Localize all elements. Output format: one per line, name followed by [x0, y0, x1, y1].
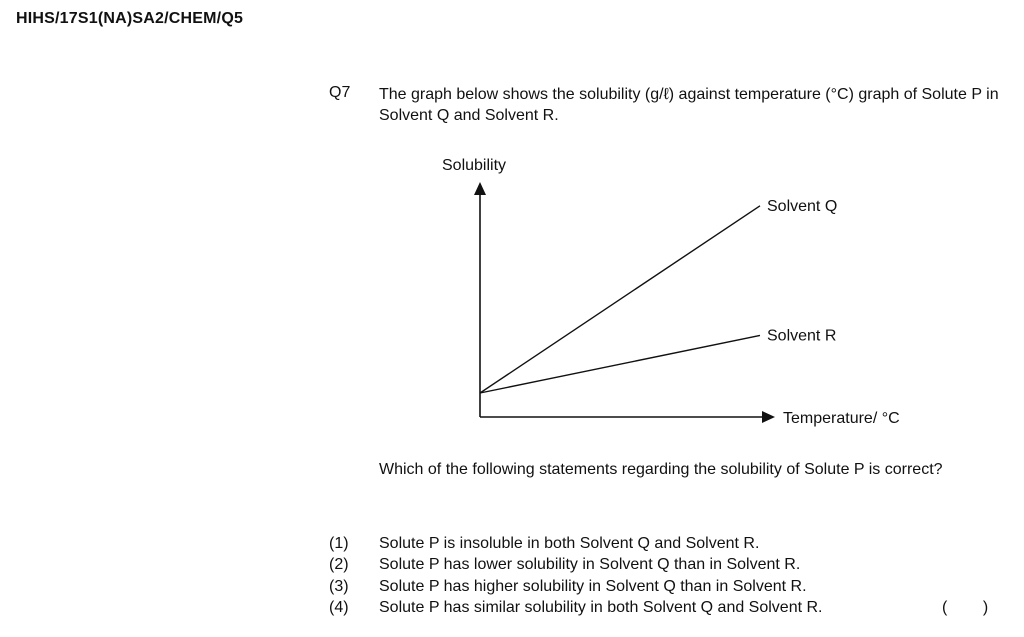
- answer-options: [329, 533, 1019, 618]
- series-line-solvent-q: [480, 206, 760, 393]
- y-axis-label: Solubility: [442, 157, 507, 174]
- option-number: (1): [329, 535, 349, 552]
- answer-bracket[interactable]: ( ): [942, 599, 989, 616]
- y-axis-arrowhead: [474, 182, 486, 195]
- option-4[interactable]: [329, 597, 1019, 618]
- question-number: Q7: [329, 84, 351, 101]
- option-2[interactable]: [329, 554, 1019, 575]
- option-number: (4): [329, 598, 349, 616]
- option-number: (2): [329, 556, 349, 574]
- solubility-chart-svg: [420, 150, 950, 440]
- question-prompt: Which of the following statements regarding the solubility of Solute P is correct?: [379, 461, 943, 478]
- option-text: Solute P has higher solubility in Solvent Q than in Solvent R.: [379, 577, 807, 595]
- x-axis-arrowhead: [762, 411, 775, 423]
- x-axis-label: Temperature/ °C: [783, 410, 900, 427]
- option-3[interactable]: [329, 576, 1019, 597]
- option-text: Solute P is insoluble in both Solvent Q and Solvent R.: [379, 535, 760, 552]
- option-1[interactable]: [329, 533, 1019, 554]
- solubility-graph: [420, 150, 950, 440]
- question-intro: The graph below shows the solubility (g/ℓ) against temperature (°C) graph of Solute P in Solvent Q and Solvent R.: [379, 86, 999, 124]
- option-text: Solute P has similar solubility in both Solvent Q and Solvent R.: [379, 598, 823, 616]
- document-header-code: HIHS/17S1(NA)SA2/CHEM/Q5: [16, 10, 244, 27]
- option-number: (3): [329, 577, 349, 595]
- series-label-solvent-r: Solvent R: [767, 327, 837, 345]
- series-label-solvent-q: Solvent Q: [767, 197, 838, 215]
- option-text: Solute P has lower solubility in Solvent Q than in Solvent R.: [379, 556, 801, 574]
